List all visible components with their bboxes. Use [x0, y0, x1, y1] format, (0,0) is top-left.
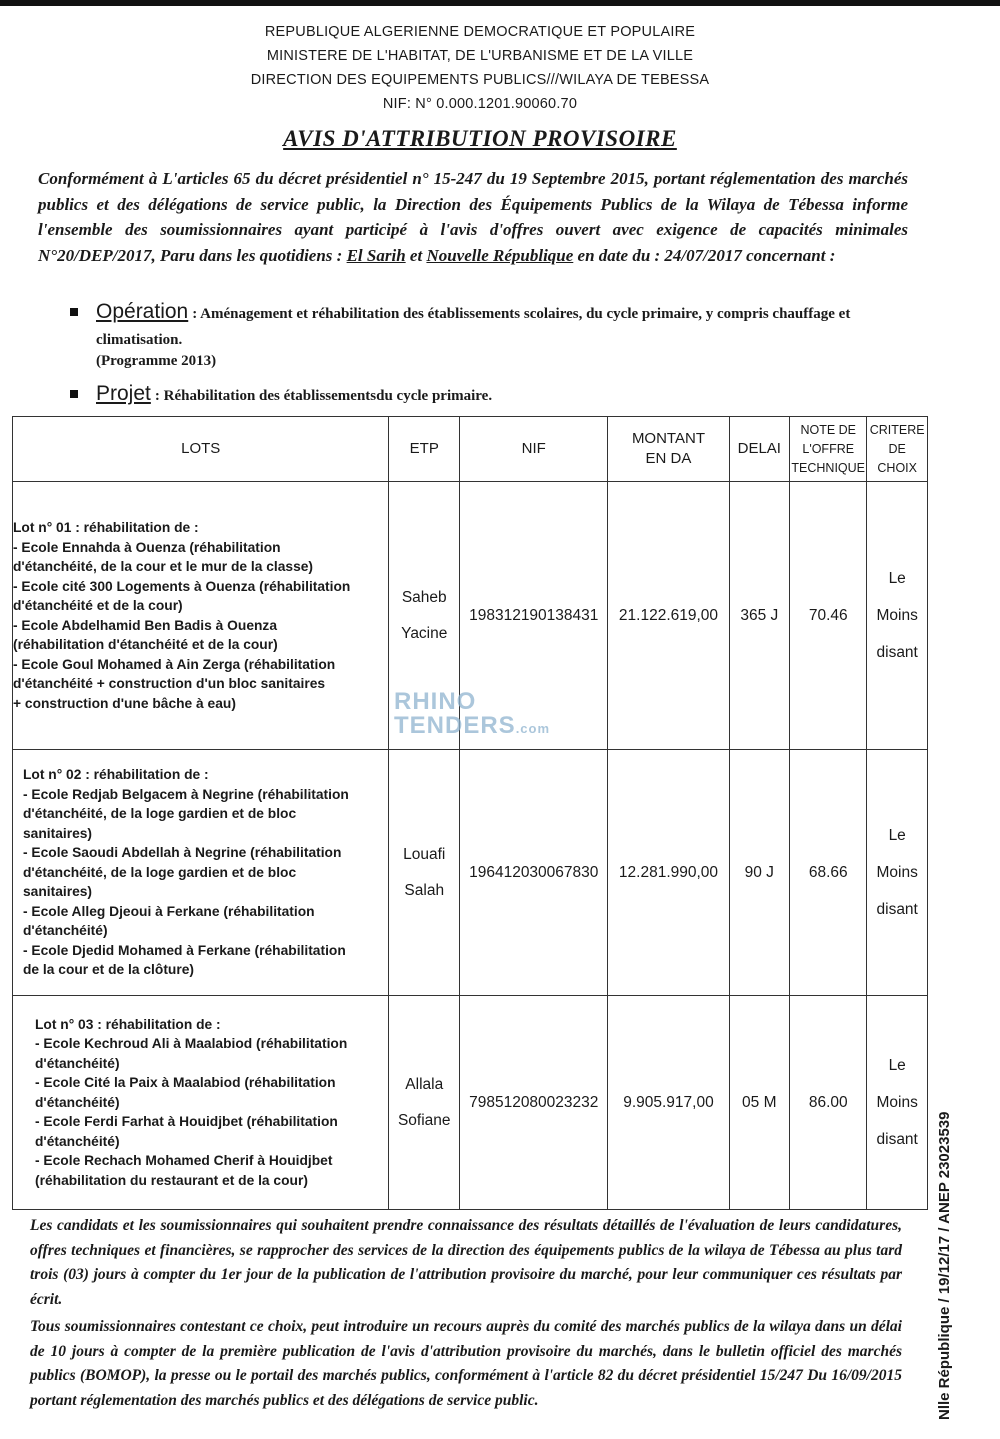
- etp-cell: Louafi Salah: [389, 750, 460, 996]
- lot-line: d'étanchéité + construction d'un bloc sanitaires: [13, 676, 326, 691]
- critere-cell: Le Moins disant: [867, 996, 928, 1210]
- header-critere: CRITERE DE CHOIX: [867, 417, 928, 482]
- montant-cell: 21.122.619,00: [608, 482, 729, 750]
- footer-paragraph-1: Les candidats et les soumissionnaires qui souhaitent prendre connaissance des résultats détaillés de l'évaluation de leurs candidatures, offres techniques et financières, se rapprocher des services de la direction des équipements publics de la wilaya de Tébessa au plus tard trois (03) jours à compter du 1er jour de la publication de l'attribution provisoire du marché, pour leur communiquer ces résultats par écrit.: [30, 1217, 902, 1308]
- lot-line: - Ecole Redjab Belgacem à Negrine (réhabilitation: [23, 786, 349, 802]
- lot-line: - Ecole Ferdi Farhat à Houidjbet (réhabilitation: [35, 1114, 338, 1130]
- montant-cell: 9.905.917,00: [608, 996, 729, 1210]
- lot-line: d'étanchéité): [35, 1133, 120, 1149]
- footer-paragraph-2: Tous soumissionnaires contestant ce choix, peut introduire un recours auprès du comité des marchés publics de la wilaya dans un délai de 10 jours à compter de la première publication de l'avis d'attribution provisoire du marchés, dans le bulletin officiel des marchés publics (BOMOP), la presse ou le portail des marchés publics, conformément à l'article 82 du décret présidentiel 15/247 Du 16/09/2015 portant réglementation des marchés publics et des délégations de service public.: [30, 1318, 902, 1409]
- operation-text: Aménagement et réhabilitation des établissements scolaires, du cycle primaire, y compris chauffage et climatisation.: [96, 306, 851, 348]
- operation-programme: (Programme 2013): [96, 353, 217, 369]
- intro-text-1: Conformément à L'articles 65 du décret présidentiel n° 15-247 du 19 Septembre 2015, portant réglementation des marchés publics et des délégations de service public, la Direction des Équipements Publics de la Wilaya de Tébessa informe l'ensemble des soumissionnaires ayant participé à l'avis d'offres ouvert avec exigence de capacités minimales N°20/DEP/2017, Paru dans les quotidiens :: [38, 169, 908, 265]
- header-note: NOTE DE L'OFFRE TECHNIQUE: [790, 417, 867, 482]
- delai-cell: 365 J: [729, 482, 790, 750]
- intro-and: et: [409, 245, 423, 265]
- lot-line: sanitaires): [23, 884, 93, 900]
- header-etp: ETP: [389, 417, 460, 482]
- lot-heading: Lot n° 02 : réhabilitation de :: [23, 767, 209, 783]
- note-cell: 70.46: [790, 482, 867, 750]
- bullet-square-icon: [70, 390, 78, 398]
- header-nif: NIF: [460, 417, 608, 482]
- table-row: [13, 996, 928, 1210]
- newspaper-1: El Sarih: [346, 245, 406, 265]
- lot-line: de la cour et de la clôture): [23, 962, 194, 978]
- lot-line: - Ecole Alleg Djeoui à Ferkane (réhabilitation: [23, 903, 315, 919]
- critere-cell: Le Moins disant: [867, 750, 928, 996]
- lot-line: (réhabilitation du restaurant et de la cour): [35, 1172, 308, 1188]
- attribution-table: [12, 416, 928, 1210]
- lot-heading: Lot n° 03 : réhabilitation de :: [35, 1016, 221, 1032]
- lot-line: d'étanchéité, de la loge gardien et de bloc: [23, 864, 297, 880]
- newspaper-2: Nouvelle République: [426, 245, 574, 265]
- publication-reference: Nlle République / 19/12/17 / ANEP 23023539: [936, 1111, 953, 1420]
- intro-paragraph: [38, 166, 908, 268]
- lot-line: d'étanchéité, de la cour et le mur de la classe): [13, 559, 314, 574]
- header-nif: NIF: N° 0.000.1201.90060.70: [382, 96, 578, 112]
- nif-cell: 196412030067830: [460, 750, 608, 996]
- lot-line: - Ecole Saoudi Abdellah à Negrine (réhabilitation: [23, 845, 342, 861]
- header-direction: DIRECTION DES EQUIPEMENTS PUBLICS///WILAYA DE TEBESSA: [250, 72, 710, 88]
- lot-line: d'étanchéité, de la loge gardien et de bloc: [23, 806, 297, 822]
- table-row: [13, 750, 928, 996]
- bullet-square-icon: [70, 308, 78, 316]
- lot-line: d'étanchéité et de la cour): [13, 598, 183, 613]
- notice-title: AVIS D'ATTRIBUTION PROVISOIRE: [283, 126, 677, 151]
- top-border: [0, 0, 1000, 6]
- nif-cell: 798512080023232: [460, 996, 608, 1210]
- lot-line: - Ecole Goul Mohamed à Ain Zerga (réhabilitation: [13, 656, 336, 672]
- lot-line: - Ecole cité 300 Logements à Ouenza (réhabilitation: [13, 578, 351, 594]
- watermark-logo: RHINO TENDERS.com: [394, 688, 551, 739]
- lot-line: (réhabilitation d'étanchéité et de la cour): [13, 637, 278, 652]
- nif-cell: 198312190138431: [460, 482, 608, 750]
- projet-label: Projet: [96, 382, 151, 405]
- header-delai: DELAI: [729, 417, 790, 482]
- montant-cell: 12.281.990,00: [608, 750, 729, 996]
- lot-line: + construction d'une bâche à eau): [13, 695, 236, 711]
- lot-line: - Ecole Ennahda à Ouenza (réhabilitation: [13, 539, 281, 555]
- bullet-list: [68, 300, 928, 421]
- lot-description: [13, 996, 389, 1210]
- operation-label: Opération: [96, 300, 189, 323]
- header-ministry: MINISTERE DE L'HABITAT, DE L'URBANISME ET DE LA VILLE: [266, 48, 694, 64]
- lot-line: - Ecole Djedid Mohamed à Ferkane (réhabilitation: [23, 942, 346, 958]
- footer-text: [30, 1214, 902, 1416]
- lot-line: - Ecole Kechroud Ali à Maalabiod (réhabilitation: [35, 1036, 348, 1052]
- note-cell: 68.66: [790, 750, 867, 996]
- lot-heading: Lot n° 01 : réhabilitation de :: [13, 520, 199, 535]
- lot-line: - Ecole Cité la Paix à Maalabiod (réhabilitation: [35, 1075, 336, 1091]
- header-republic: REPUBLIQUE ALGERIENNE DEMOCRATIQUE ET POPULAIRE: [264, 24, 696, 40]
- table-header-row: [13, 417, 928, 482]
- critere-cell: Le Moins disant: [867, 482, 928, 750]
- document-header: [0, 20, 960, 116]
- projet-text: Réhabilitation des établissementsdu cycle primaire.: [163, 388, 493, 404]
- lot-description: [13, 482, 389, 750]
- lot-description: [13, 750, 389, 996]
- bullet-projet: Projet : Réhabilitation des établissementsdu cycle primaire.: [68, 382, 928, 409]
- lot-line: d'étanchéité): [35, 1055, 120, 1071]
- header-montant: MONTANT EN DA: [608, 417, 729, 482]
- lot-line: - Ecole Rechach Mohamed Cherif à Houidjbet: [35, 1153, 333, 1169]
- lot-line: d'étanchéité): [23, 923, 108, 939]
- lot-line: d'étanchéité): [35, 1094, 120, 1110]
- etp-cell: Allala Sofiane: [389, 996, 460, 1210]
- etp-cell: Saheb Yacine: [389, 482, 460, 750]
- delai-cell: 05 M: [729, 996, 790, 1210]
- header-lots: LOTS: [13, 417, 389, 482]
- note-cell: 86.00: [790, 996, 867, 1210]
- lot-line: - Ecole Abdelhamid Ben Badis à Ouenza: [13, 617, 277, 633]
- lot-line: sanitaires): [23, 825, 93, 841]
- bullet-operation: Opération : Aménagement et réhabilitation des établissements scolaires, du cycle primaire, y compris chauffage et climatisation. (Programme 2013): [68, 300, 928, 370]
- delai-cell: 90 J: [729, 750, 790, 996]
- intro-text-2: en date du : 24/07/2017 concernant :: [577, 245, 836, 265]
